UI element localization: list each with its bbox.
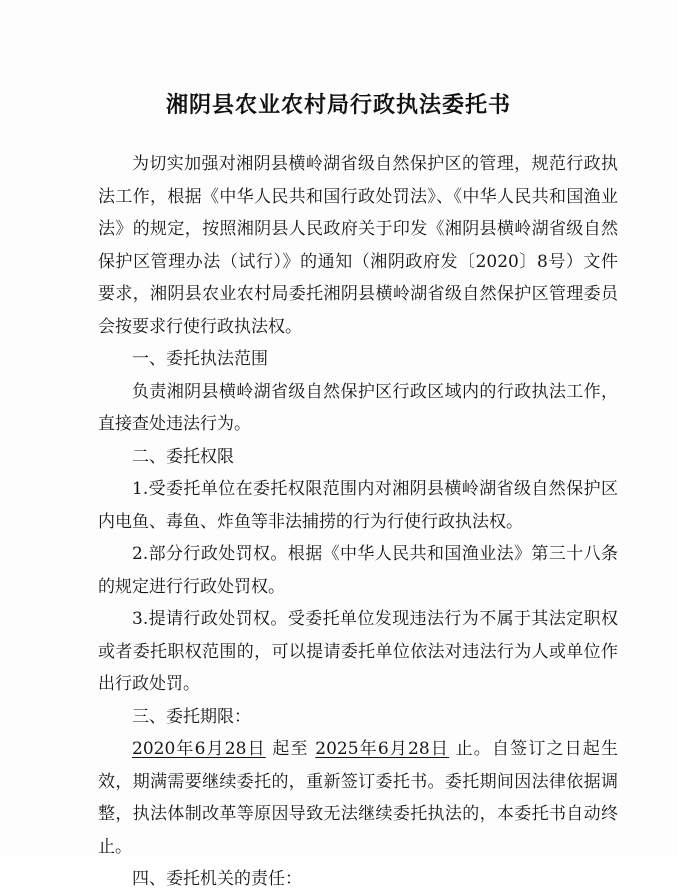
section3-paragraph <box>98 733 618 863</box>
term-end-date: 2025年6月28日 <box>315 739 450 759</box>
document-body <box>98 148 618 896</box>
intro-paragraph: 为切实加强对湘阴县横岭湖省级自然保护区的管理，规范行政执法工作，根据《中华人民共和国行政处罚法》、《中华人民共和国渔业法》的规定，按照湘阴县人民政府关于印发《湘阴县横岭湖省级自然保护区管理办法（试行）》的通知（湘阴政府发〔2020〕8号）文件要求，湘阴县农业农村局委托湘阴县横岭湖省级自然保护区管理委员会按要求行使行政执法权。 <box>98 154 618 337</box>
section4-heading: 四、委托机关的责任： <box>132 869 302 889</box>
section1-text: 负责湘阴县横岭湖省级自然保护区行政区域内的行政执法工作，直接查处违法行为。 <box>98 381 618 434</box>
section2-item-3: 3.提请行政处罚权。受委托单位发现违法行为不属于其法定职权或者委托职权范围的，可以提请委托单位依法对违法行为人或单位作出行政处罚。 <box>98 609 618 694</box>
section1-heading: 一、委托执法范围 <box>132 349 268 369</box>
section2-heading: 二、委托权限 <box>132 446 234 467</box>
term-from-label: 起至 <box>272 739 309 759</box>
section3-heading: 三、委托期限： <box>132 706 251 727</box>
document-title: 湘阴县农业农村局行政执法委托书 <box>165 92 511 118</box>
section2-item-1: 1.受委托单位在委托权限范围内对湘阴县横岭湖省级自然保护区内电鱼、毒鱼、炸鱼等非法捕捞的行为行使行政执法权。 <box>98 479 618 532</box>
term-rest-text: 止。自签订之日起生效，期满需要继续委托的，重新签订委托书。委托期间因法律依据调整，执法体制改革等原因导致无法继续委托执法的，本委托书自动终止。 <box>98 739 619 857</box>
section2-item-2: 2.部分行政处罚权。根据《中华人民共和国渔业法》第三十八条的规定进行行政处罚权。 <box>98 544 618 597</box>
term-start-date: 2020年6月28日 <box>132 739 266 759</box>
